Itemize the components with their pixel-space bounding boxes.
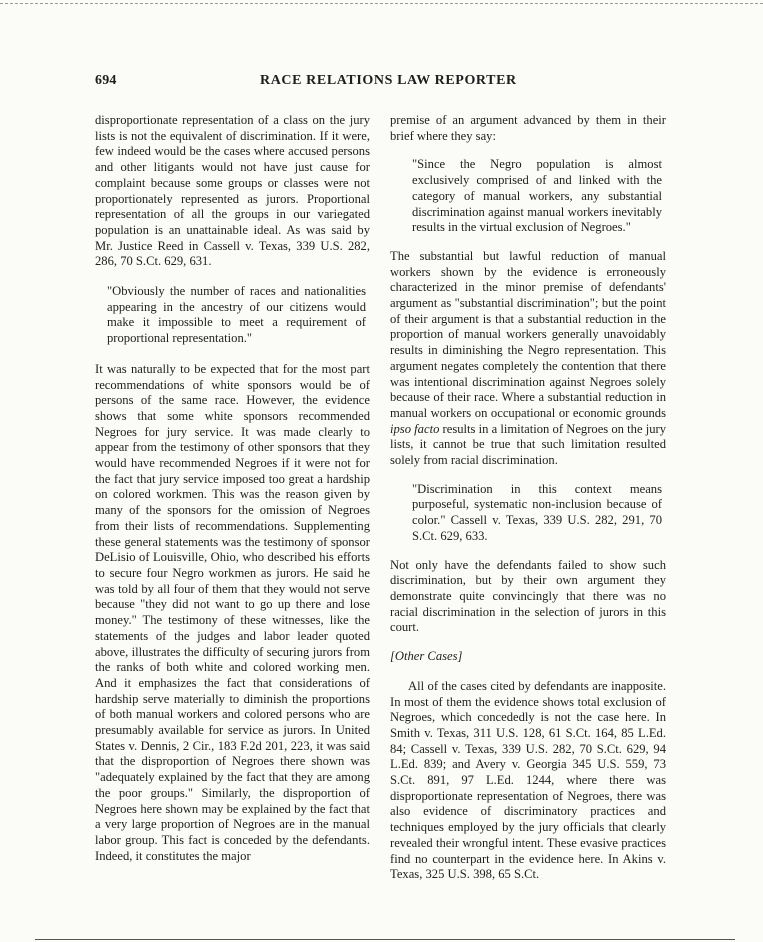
page-header — [0, 73, 763, 93]
right-block-quote-1: "Since the Negro population is almost exclusively comprised of and linked with the category of manual workers, any substantial discrimination against manual workers inevitably results in the virtual exclusion of Negroes." — [412, 157, 662, 235]
left-block-quote: "Obviously the number of races and nationalities appearing in the ancestry of our citizens would make it impossible to meet a requirement of proportional representation." — [107, 284, 366, 346]
left-column — [95, 113, 370, 864]
page-number: 694 — [95, 73, 117, 88]
right-column — [390, 113, 666, 883]
top-border — [0, 3, 763, 4]
left-paragraph-2: It was naturally to be expected that for the most part recommendations of white sponsors would be of persons of the same race. However, the evidence shows that some white sponsors recommended Negroes for jury service. It was made clearly to appear from the testimony of other sponsors that they would have recommended Negroes if it were not for the fact that jury service imposed too great a hardship on colored workmen. This was the reason given by many of the sponsors for the omission of Negroes from their lists of recommendations. Supplementing these general statements was the testimony of sponsor DeLisio of Louisville, Ohio, who described his efforts to secure four Negro workmen as jurors. He said he was told by all four of them that they would not serve because "they did not want to go up there and lose money." The testimony of these witnesses, like the statements of the judges and labor leader quoted above, illustrates the difficulty of securing jurors from the ranks of both white and colored working men. And it emphasizes the fact that considerations of hardship serve materially to diminish the proportions of both manual workers and colored persons who are presumably available for service as jurors. In United States v. Dennis, 2 Cir., 183 F.2d 201, 223, it was said that the disproportion of Negroes there shown was "adequately explained by the fact that they are among the poor groups." Similarly, the disproportion of Negroes here shown may be explained by the fact that a very large proportion of Negroes are in the manual labor group. This fact is conceded by the defendants. Indeed, it constitutes the major — [95, 361, 370, 863]
right-paragraph-1: premise of an argument advanced by them in their brief where they say: — [390, 113, 666, 143]
right-paragraph-4: All of the cases cited by defendants are inapposite. In most of them the evidence shows total exclusion of Negroes, which concededly is not the case here. In Smith v. Texas, 311 U.S. 128, 61 S.Ct. 164, 85 L.Ed. 84; Cassell v. Texas, 339 U.S. 282, 70 S.Ct. 629, 94 L.Ed. 839; and Avery v. Georgia 345 U.S. 559, 73 S.Ct. 891, 97 L.Ed. 1244, where there was disproportionate representation of Negroes, there was also evidence of discriminatory practices and techniques employed by the jury officials that clearly revealed their wrongful intent. These evasive practices find no counterpart in the evidence here. In Akins v. Texas, 325 U.S. 398, 65 S.Ct. — [390, 678, 666, 882]
right-block-quote-2: "Discrimination in this context means purposeful, systematic non-inclusion because of color." Cassell v. Texas, 339 U.S. 282, 291, 70 S.Ct. 629, 633. — [412, 481, 662, 543]
running-head: RACE RELATIONS LAW REPORTER — [260, 73, 517, 88]
section-subhead: [Other Cases] — [390, 649, 463, 664]
left-paragraph-1: disproportionate representation of a class on the jury lists is not the equivalent of discrimination. If it were, few indeed would be the cases where accused persons and other litigants would not have just cause for complaint because some groups or classes were not proportionately represented as jurors. Proportional representation of all the groups in our variegated population is an unattainable ideal. As was said by Mr. Justice Reed in Cassell v. Texas, 339 U.S. 282, 286, 70 S.Ct. 629, 631. — [95, 113, 370, 269]
bottom-rule — [35, 939, 735, 940]
right-paragraph-3: Not only have the defendants failed to show such discrimination, but by their own argument they demonstrate quite convincingly that there was no racial discrimination in the selection of jurors in this court. — [390, 557, 666, 635]
right-paragraph-2: The substantial but lawful reduction of manual workers shown by the evidence is erroneously characterized in the minor premise of defendants' argument as "substantial discrimination"; but the point of their argument is that a substantial reduction in the proportion of manual workers generally unavoidably results in diminishing the Negro representation. This argument negates completely the contention that there was intentional discrimination against Negroes solely because of their race. Where a substantial reduction in manual workers on occupational or economic grounds ipso facto results in a limitation of Negroes on the jury lists, it cannot be true that such limitation resulted solely from racial discrimination. — [390, 248, 667, 468]
